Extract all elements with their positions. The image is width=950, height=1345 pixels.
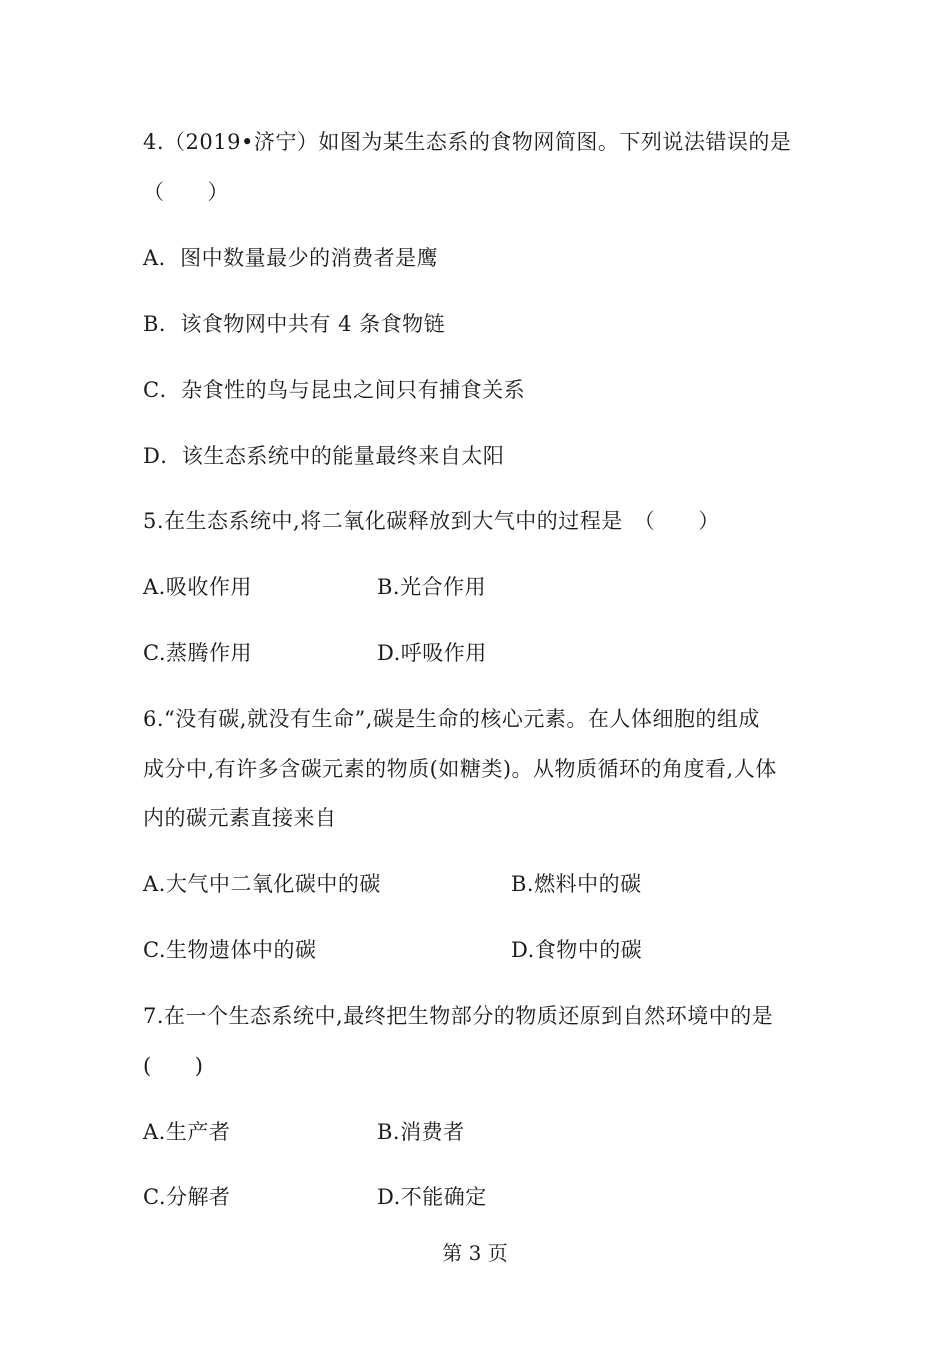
q7-option-c: C.分解者	[143, 1185, 231, 1209]
q7-stem-line2: ( )	[143, 1054, 204, 1078]
q7-stem-line1: 7.在一个生态系统中,最终把生物部分的物质还原到自然环境中的是	[143, 1004, 774, 1028]
q4-stem-line2: （ ）	[143, 180, 229, 204]
q5-option-a: A.吸收作用	[143, 575, 252, 599]
q5-option-b: B.光合作用	[377, 575, 487, 599]
page-number: 第 3 页	[442, 1241, 508, 1265]
q6-stem-line2: 成分中,有许多含碳元素的物质(如糖类)。从物质循环的角度看,人体	[143, 757, 777, 781]
q6-option-c: C.生物遗体中的碳	[143, 938, 317, 962]
q7-option-d: D.不能确定	[377, 1185, 487, 1209]
q4-option-a: A．图中数量最少的消费者是鹰	[143, 246, 439, 270]
q6-option-d: D.食物中的碳	[511, 938, 643, 962]
q7-option-a: A.生产者	[143, 1120, 231, 1144]
q5-option-c: C.蒸腾作用	[143, 641, 252, 665]
q4-option-b: B．该食物网中共有 4 条食物链	[143, 312, 446, 336]
q4-option-c: C．杂食性的鸟与昆虫之间只有捕食关系	[143, 378, 526, 402]
q6-option-b: B.燃料中的碳	[511, 872, 642, 896]
q6-option-a: A.大气中二氧化碳中的碳	[143, 872, 381, 896]
q4-option-d: D．该生态系统中的能量最终来自太阳	[143, 444, 505, 468]
q6-stem-line3: 内的碳元素直接来自	[143, 806, 337, 830]
q6-stem-line1: 6.“没有碳,就没有生命”,碳是生命的核心元素。在人体细胞的组成	[143, 707, 760, 731]
q5-stem: 5.在生态系统中,将二氧化碳释放到大气中的过程是 （ ）	[143, 509, 720, 533]
q4-stem-line1: 4.（2019•济宁）如图为某生态系的食物网简图。下列说法错误的是	[143, 130, 792, 154]
q7-option-b: B.消费者	[377, 1120, 465, 1144]
q5-option-d: D.呼吸作用	[377, 641, 487, 665]
